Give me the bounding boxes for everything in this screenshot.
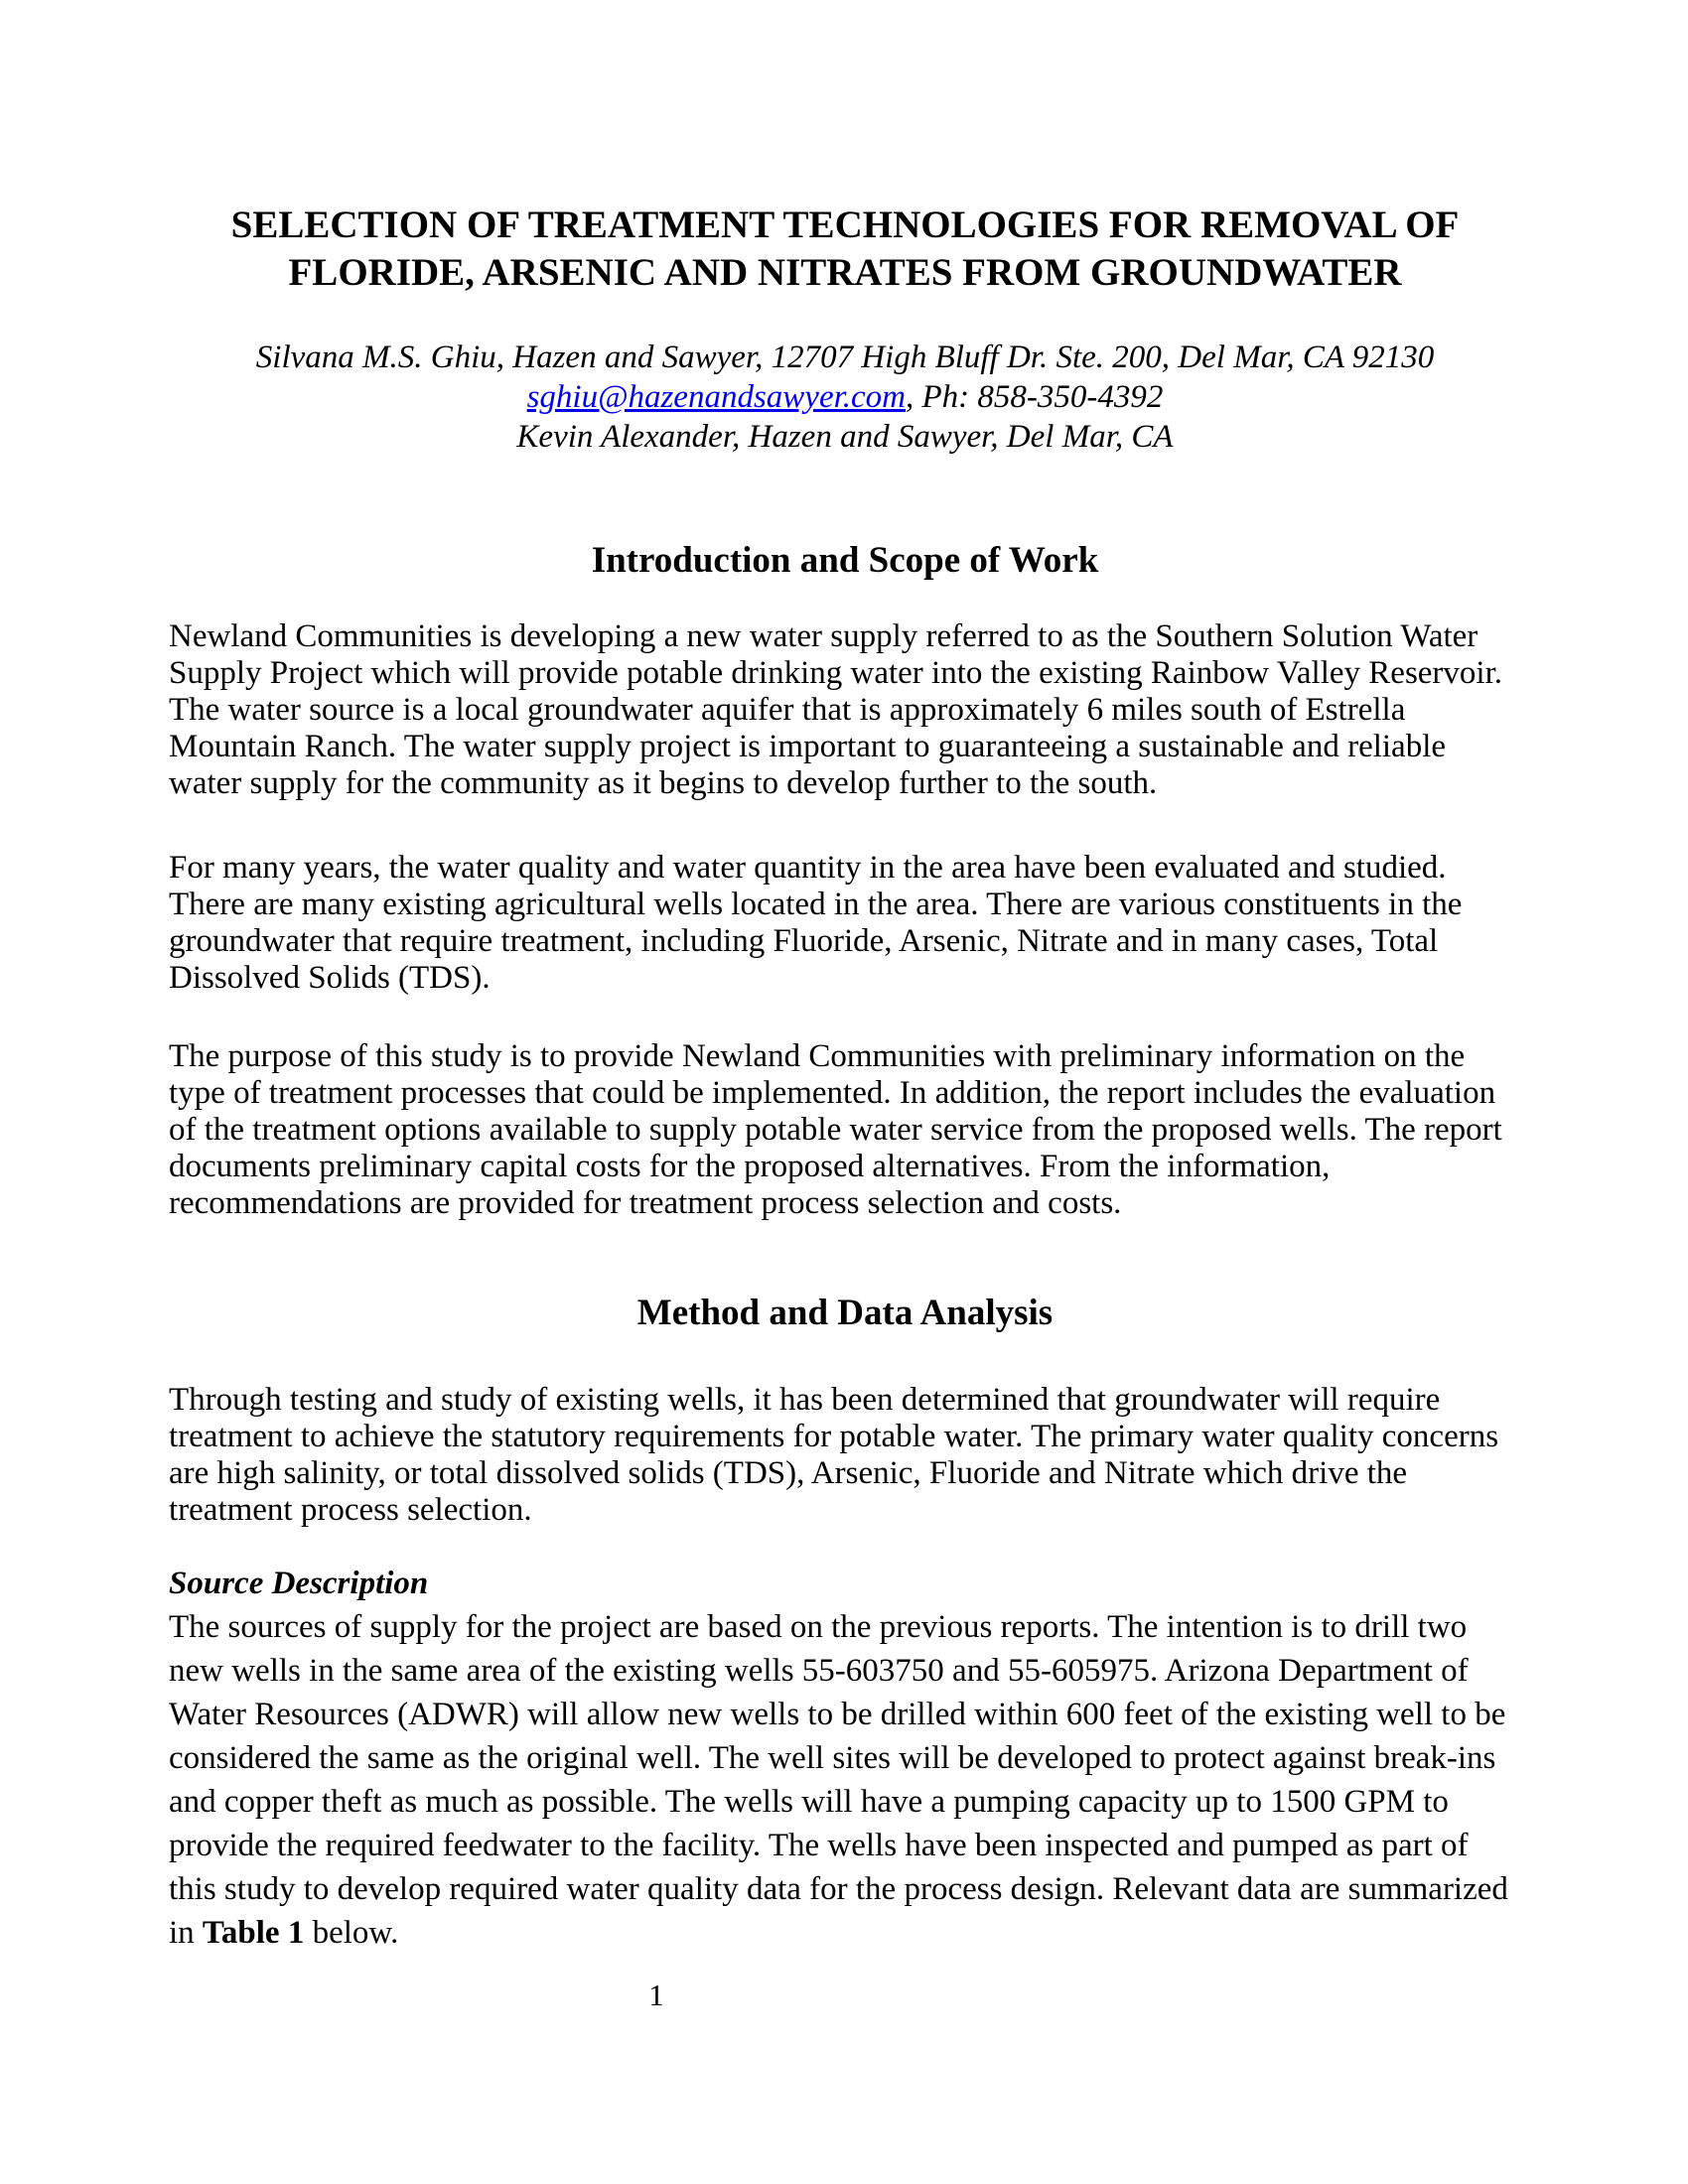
subheading-source-description: Source Description: [169, 1566, 429, 1601]
source-paragraph-tail: below.: [304, 1915, 399, 1951]
author-phone-text: , Ph: 858-350-4392: [906, 379, 1164, 415]
heading-introduction-scope: Introduction and Scope of Work: [591, 540, 1099, 581]
document-content: [0, 202, 1688, 2013]
document-title: [169, 202, 1521, 297]
document-title-line-1: SELECTION OF TREATMENT TECHNOLOGIES FOR REMOVAL OF: [230, 204, 1460, 246]
intro-paragraph-1: Newland Communities is developing a new water supply referred to as the Southern Solution Water Supply Project which will provide potable drinking water into the existing Rainbow Valley Reservoir. The water source is a local groundwater aquifer that is approximately 6 miles south of Estrella Mountain Ranch. The water supply project is important to guaranteeing a sustainable and reliable water supply for the community as it begins to develop further to the south.: [169, 618, 1503, 801]
heading-method-data-analysis: Method and Data Analysis: [636, 1293, 1054, 1333]
intro-paragraph-2: For many years, the water quality and water quantity in the area have been evaluated and studied. There are many existing agricultural wells located in the area. There are various constituents in the groundwater that require treatment, including Fluoride, Arsenic, Nitrate and in many cases, Total Dissolved Solids (TDS).: [169, 850, 1463, 996]
author-line-affiliation: Silvana M.S. Ghiu, Hazen and Sawyer, 12707 High Bluff Dr. Ste. 200, Del Mar, CA 92130: [255, 340, 1435, 375]
source-paragraph-text: The sources of supply for the project are based on the previous reports. The intention is to drill two new wells in the same area of the existing wells 55-603750 and 55-605975. Arizona Department of Water Resources (ADWR) will allow new wells to be drilled within 600 feet of the existing well to be considered the same as the original well. The well sites will be developed to protect against break-ins and copper theft as much as possible. The wells will have a pumping capacity up to 1500 GPM to provide the required feedwater to the facility. The wells have been inspected and pumped as part of this study to develop required water quality data for the process design. Relevant data are summarized in: [169, 1609, 1508, 1951]
author-block: [169, 338, 1521, 457]
method-paragraph-1: Through testing and study of existing wells, it has been determined that groundwater will require treatment to achieve the statutory requirements for potable water. The primary water quality concerns are high salinity, or total dissolved solids (TDS), Arsenic, Fluoride and Nitrate which drive the treatment process selection.: [169, 1382, 1499, 1528]
author-email-link[interactable]: sghiu@hazenandsawyer.com: [526, 379, 907, 415]
page-number: 1: [648, 1978, 664, 2012]
author-line-coauthor: Kevin Alexander, Hazen and Sawyer, Del Mar, CA: [516, 419, 1174, 455]
author-line-contact: [169, 377, 1521, 417]
table-1-reference: Table 1: [202, 1915, 305, 1951]
source-description-paragraph: [169, 1605, 1521, 1955]
intro-paragraph-3: The purpose of this study is to provide Newland Communities with preliminary information on the type of treatment processes that could be implemented. In addition, the report includes the evaluation of the treatment options available to supply potable water service from the proposed wells. The report documents preliminary capital costs for the proposed alternatives. From the information, recommendations are provided for treatment process selection and costs.: [169, 1038, 1502, 1221]
document-title-line-2: FLORIDE, ARSENIC AND NITRATES FROM GROUNDWATER: [288, 251, 1402, 294]
